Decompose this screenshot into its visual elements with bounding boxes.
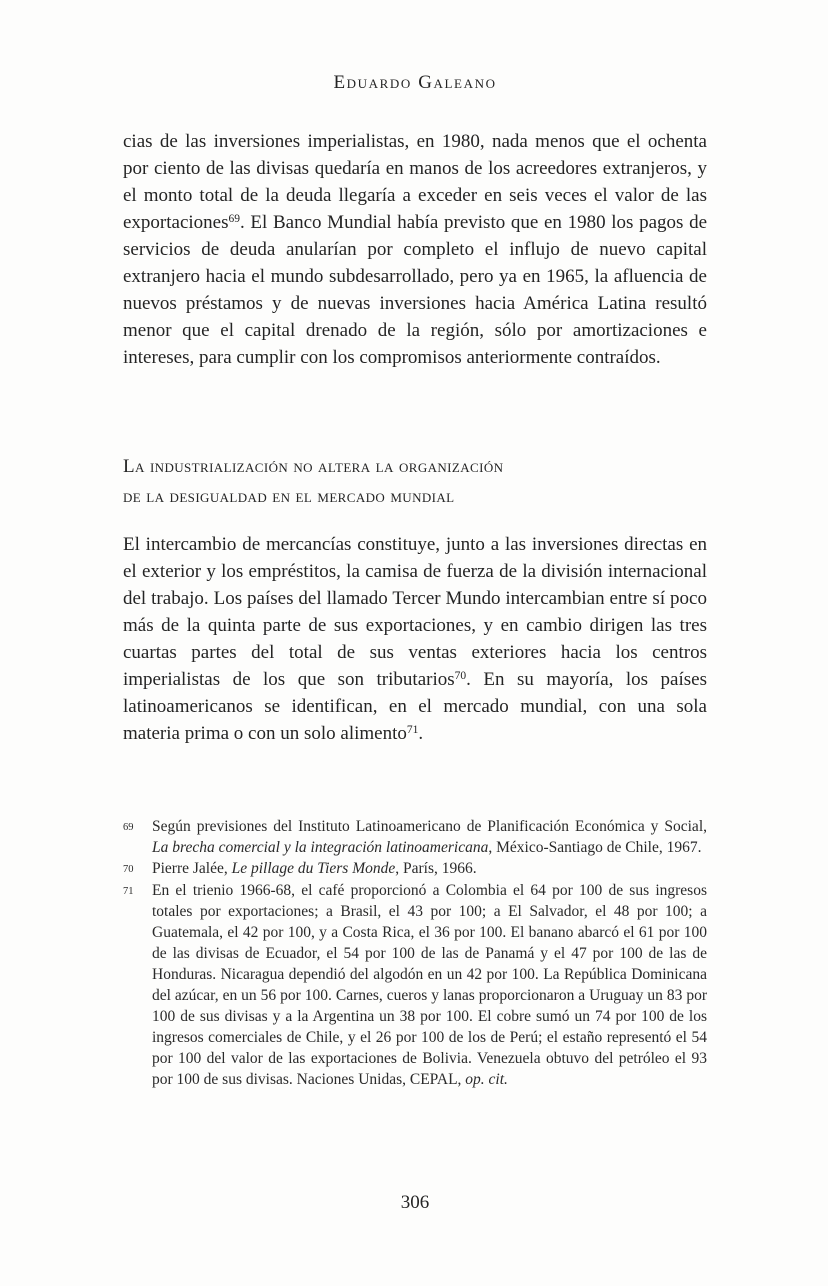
page-number: 306	[400, 1192, 430, 1213]
page-content	[123, 0, 707, 1286]
footnote-cited-title: Le pillage du Tiers Monde	[231, 860, 396, 877]
footnote-number: 70	[123, 864, 134, 875]
paragraph-text: El intercambio de mercancías constituye, junto a las inversiones directas en el exterior y los empréstitos, la camisa de fuerza de la división internacional del trabajo. Los países del llamado Tercer Mundo intercambian entre sí poco más de la quinta parte de sus exportaciones, y en cambio dirigen las tres cuartas partes del total de sus ventas exteriores hacia los centros imperialistas de los que son tributarios	[123, 534, 707, 690]
paragraph-text: . En su mayoría, los países latinoamericanos se identifican, en el mercado mundial, con una sola materia prima o con un solo alimento	[123, 669, 707, 744]
paragraph-text: cias de las inversiones imperialistas, en 1980, nada menos que el ochenta por ciento de las divisas quedaría en manos de los acreedores extranjeros, y el monto total de la deuda llegaría a exceder en seis veces el valor de las exportaciones	[123, 131, 707, 233]
footnote-number: 71	[123, 886, 134, 897]
footnote-71	[123, 880, 707, 1090]
footnote-text-segment: En el trienio 1966-68, el café proporcionó a Colombia el 64 por 100 de sus ingresos totales por exportaciones; a Brasil, el 43 por 100; a El Salvador, el 48 por 100; a Guatemala, el 42 por 100, y a Costa Rica, el 36 por 100. El banano abarcó el 61 por 100 de las divisas de Ecuador, el 54 por 100 de las de Panamá y el 47 por 100 de las de Honduras. Nicaragua dependió del algodón en un 42 por 100. La República Dominicana del azúcar, en un 56 por 100. Carnes, cueros y lanas proporcionaron a Uruguay un 83 por 100 de sus divisas y a la Argentina un 38 por 100. El cobre sumó un 74 por 100 de los ingresos comerciales de Chile, y el 26 por 100 de los de Perú; el estaño representó el 54 por 100 del valor de las exportaciones de Bolivia. Venezuela obtuvo del petróleo el 93 por 100 de sus divisas. Naciones Unidas, CEPAL,	[152, 882, 707, 1088]
footnote-text-segment: , París, 1966.	[395, 860, 477, 877]
footnote-text-segment: Pierre Jalée,	[152, 860, 232, 877]
footnote-cited-title: op. cit.	[465, 1071, 508, 1088]
body-paragraph-1	[123, 128, 707, 371]
footnote-text-segment: , México-Santiago de Chile, 1967.	[488, 839, 702, 856]
section-heading-line-2: de la desigualdad en el mercado mundial	[123, 486, 455, 507]
footnote-number: 69	[123, 822, 134, 833]
footnotes-section	[123, 816, 707, 1090]
paragraph-text: . El Banco Mundial había previsto que en 1980 los pagos de servicios de deuda anularían por completo el influjo de nuevo capital extranjero hacia el mundo subdesarrollado, pero ya en 1965, la afluencia de nuevos préstamos y de nuevas inversiones hacia América Latina resultó menor que el capital drenado de la región, sólo por amortizaciones e intereses, para cumplir con los compromisos anteriormente contraídos.	[123, 212, 707, 368]
running-header: Eduardo Galeano	[333, 72, 497, 93]
section-heading-line-1: La industrialización no altera la organización	[123, 456, 504, 477]
footnote-70	[123, 858, 707, 880]
footnote-cited-title: La brecha comercial y la integración latinoamericana	[152, 839, 489, 856]
section-heading	[123, 452, 707, 512]
footnote-text	[152, 816, 707, 858]
footnote-text	[152, 858, 707, 879]
footnote-ref-70: 70	[454, 670, 467, 682]
body-paragraph-2	[123, 531, 707, 747]
footnote-text-segment: Según previsiones del Instituto Latinoamericano de Planificación Económica y Social,	[152, 818, 707, 835]
footnote-ref-71: 71	[406, 724, 419, 736]
paragraph-text: .	[418, 723, 424, 744]
footnote-text	[152, 880, 707, 1090]
footnote-ref-69: 69	[228, 213, 241, 225]
footnote-69	[123, 816, 707, 858]
